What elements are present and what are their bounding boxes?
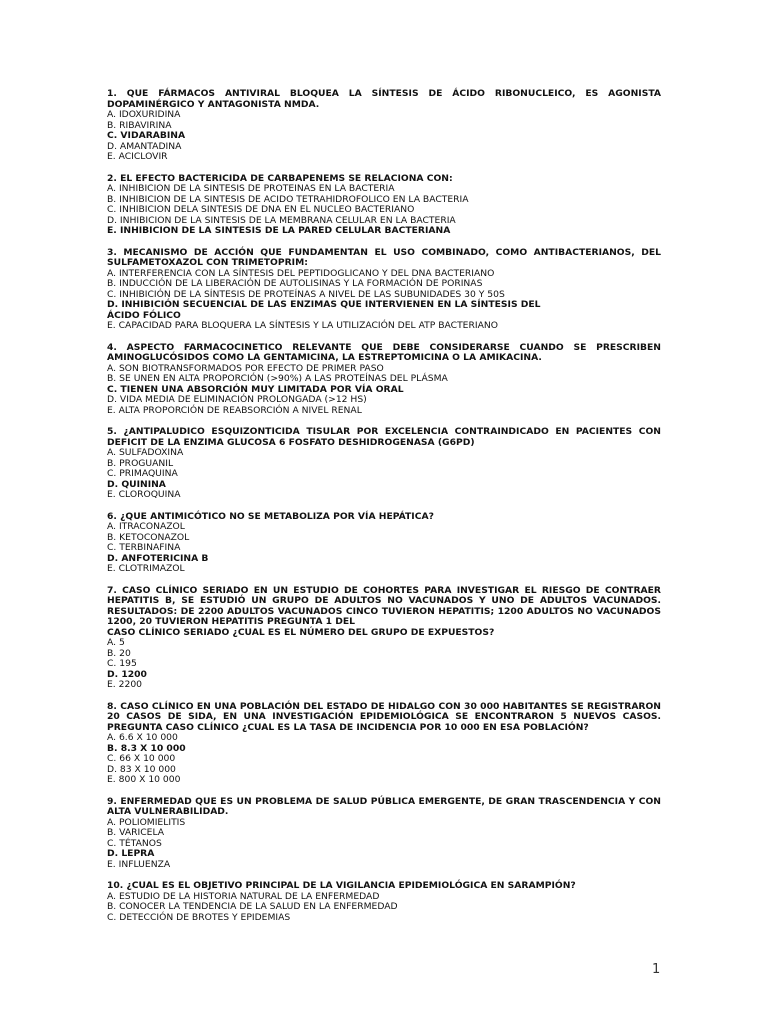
question-block [107, 248, 661, 332]
question-text: 5. ¿ANTIPALUDICO ESQUIZONTICIDA TISULAR POR EXCELENCIA CONTRAINDICADO EN PACIENTES CON DEFICIT DE LA ENZIMA GLUCOSA 6 FOSFATO DESHIDROGENASA (G6PD) [107, 426, 661, 448]
answer-option: B. RIBAVIRINA [107, 119, 172, 131]
answer-option: E. ALTA PROPORCIÓN DE REABSORCIÓN A NIVEL RENAL [107, 404, 362, 416]
question-text: 3. MECANISMO DE ACCIÓN QUE FUNDAMENTAN EL USO COMBINADO, COMO ANTIBACTERIANOS, DEL SULFAMETOXAZOL CON TRIMETOPRIM: [107, 246, 661, 268]
answer-option: E. CAPACIDAD PARA BLOQUERA LA SÍNTESIS Y LA UTILIZACIÓN DEL ATP BACTERIANO [107, 320, 498, 331]
question-block [107, 586, 661, 691]
option-list [107, 110, 661, 163]
question-block [107, 881, 661, 923]
question-block [107, 797, 661, 871]
answer-option: B. KETOCONAZOL [107, 531, 190, 543]
answer-option: A. ESTUDIO DE LA HISTORIA NATURAL DE LA ENFERMEDAD [107, 890, 380, 902]
answer-option: A. IDOXURIDINA [107, 109, 181, 120]
question-text: 6. ¿QUE ANTIMICÓTICO NO SE METABOLIZA POR VÍA HEPÁTICA? [107, 510, 434, 522]
answer-option: A. SON BIOTRANSFORMADOS POR EFECTO DE PRIMER PASO [107, 362, 384, 374]
question-text: 9. ENFERMEDAD QUE ES UN PROBLEMA DE SALUD PÚBLICA EMERGENTE, DE GRAN TRASCENDENCIA Y CON ALTA VULNERABILIDAD. [107, 795, 661, 817]
answer-option: B. INDUCCIÓN DE LA LIBERACIÓN DE AUTOLISINAS Y LA FORMACIÓN DE PORINAS [107, 278, 483, 289]
option-list [107, 638, 661, 691]
option-list [107, 269, 661, 332]
answer-option: A. SULFADOXINA [107, 447, 184, 458]
question-text: 10. ¿CUAL ES EL OBJETIVO PRINCIPAL DE LA VIGILANCIA EPIDEMIOLÓGICA EN SARAMPIÓN? [107, 880, 576, 891]
question-block [107, 702, 661, 786]
answer-option-correct: D. 1200 [107, 668, 147, 680]
question-list [107, 89, 661, 934]
answer-option: C. TÉTANOS [107, 837, 162, 849]
answer-option: E. 800 X 10 000 [107, 774, 181, 785]
answer-option-correct: D. QUININA [107, 478, 166, 490]
question-text: 7. CASO CLÍNICO SERIADO EN UN ESTUDIO DE COHORTES PARA INVESTIGAR EL RIESGO DE CONTRAER HEPATITIS B, SE ESTUDIÓ UN GRUPO DE ADULTOS NO VACUNADOS Y UNO DE ADULTOS VACUNADOS. RESULTADOS: DE 2200 ADULTOS VACUNADOS CINCO TUVIERON HEPATITIS; 1200 ADULTOS NO VACUNADOS 1200, 20 TUVIERON HEPATITIS PREGUNTA 1 DEL CASO CLÍNICO SERIADO ¿CUAL ES EL NÚMERO DEL GRUPO DE EXPUESTOS? [107, 584, 661, 638]
question-block [107, 174, 661, 237]
answer-option: D. INHIBICION DE LA SINTESIS DE LA MEMBRANA CELULAR EN LA BACTERIA [107, 214, 456, 226]
answer-option: C. INHIBICION DELA SINTESIS DE DNA EN EL NUCLEO BACTERIANO [107, 204, 415, 215]
answer-option: D. 83 X 10 000 [107, 763, 176, 775]
answer-option-correct: D. LEPRA [107, 848, 155, 859]
answer-option: C. 195 [107, 658, 137, 669]
question-text: 4. ASPECTO FARMACOCINETICO RELEVANTE QUE DEBE CONSIDERARSE CUANDO SE PRESCRIBEN AMINOGLUCÓSIDOS COMO LA GENTAMICINA, LA ESTREPTOMICINA O LA AMIKACINA. [107, 341, 661, 363]
answer-option: B. 20 [107, 647, 131, 659]
answer-option-correct: D. ANFOTERICINA B [107, 552, 209, 564]
option-list [107, 364, 661, 417]
answer-option: C. 66 X 10 000 [107, 753, 176, 764]
option-list [107, 522, 661, 575]
question-text: 1. QUE FÁRMACOS ANTIVIRAL BLOQUEA LA SÍNTESIS DE ÁCIDO RIBONUCLEICO, ES AGONISTA DOPAMINÉRGICO Y ANTAGONISTA NMDA. [107, 88, 661, 110]
answer-option: C. INHIBICIÓN DE LA SÍNTESIS DE PROTEÍNAS A NIVEL DE LAS SUBUNIDADES 30 Y 50S [107, 288, 505, 300]
answer-option: A. INHIBICION DE LA SINTESIS DE PROTEINAS EN LA BACTERIA [107, 183, 395, 194]
question-text: 8. CASO CLÍNICO EN UNA POBLACIÓN DEL ESTADO DE HIDALGO CON 30 000 HABITANTES SE REGISTRARON 20 CASOS DE SIDA, EN UNA INVESTIGACIÓN EPIDEMIOLÓGICA SE ENCONTRARON 5 NUEVOS CASOS. PREGUNTA CASO CLÍNICO ¿CUAL ES LA TASA DE INCIDENCIA POR 10 000 EN ESA POBLACIÓN? [107, 700, 661, 733]
question-block [107, 427, 661, 501]
answer-option-correct: C. VIDARABINA [107, 130, 186, 141]
answer-option: D. VIDA MEDIA DE ELIMINACIÓN PROLONGADA (>12 HS) [107, 394, 367, 405]
answer-option: B. PROGUANIL [107, 457, 174, 469]
answer-option: C. DETECCIÓN DE BROTES Y EPIDEMIAS [107, 911, 291, 923]
question-block [107, 512, 661, 575]
answer-option: B. CONOCER LA TENDENCIA DE LA SALUD EN LA ENFERMEDAD [107, 901, 398, 912]
option-list [107, 818, 661, 871]
question-block [107, 89, 661, 163]
answer-option: A. INTERFERENCIA CON LA SÍNTESIS DEL PEPTIDOGLICANO Y DEL DNA BACTERIANO [107, 267, 495, 279]
answer-option: E. INFLUENZA [107, 858, 171, 870]
answer-option: C. PRIMAQUINA [107, 468, 178, 479]
answer-option: C. TERBINAFINA [107, 542, 181, 553]
answer-option-correct: B. 8.3 X 10 000 [107, 742, 186, 754]
option-list [107, 733, 661, 786]
answer-option: A. POLIOMIELITIS [107, 816, 186, 828]
answer-option: E. 2200 [107, 679, 143, 690]
answer-option: A. 6.6 X 10 000 [107, 732, 178, 743]
answer-option-correct: E. INHIBICION DE LA SINTESIS DE LA PARED CELULAR BACTERIANA [107, 225, 451, 236]
page-number: 1 [652, 962, 661, 977]
answer-option: B. VARICELA [107, 827, 165, 838]
answer-option: B. SE UNEN EN ALTA PROPORCIÓN (>90%) A LAS PROTEÍNAS DEL PLÁSMA [107, 373, 448, 384]
answer-option: E. CLOTRIMAZOL [107, 563, 185, 574]
option-list [107, 184, 661, 237]
answer-option: E. ACICLOVIR [107, 151, 168, 162]
option-list [107, 448, 661, 501]
answer-option: E. CLOROQUINA [107, 489, 181, 500]
answer-option: D. AMANTADINA [107, 140, 182, 152]
option-list [107, 892, 661, 924]
answer-option: A. 5 [107, 637, 125, 648]
question-block [107, 343, 661, 417]
answer-option-correct: D. INHIBICIÓN SECUENCIAL DE LAS ENZIMAS QUE INTERVIENEN EN LA SÍNTESIS DEL ÁCIDO FÓLICO [107, 299, 541, 321]
question-text: 2. EL EFECTO BACTERICIDA DE CARBAPENEMS SE RELACIONA CON: [107, 172, 453, 184]
answer-option: B. INHIBICION DE LA SINTESIS DE ACIDO TETRAHIDROFOLICO EN LA BACTERIA [107, 193, 469, 205]
answer-option: A. ITRACONAZOL [107, 521, 185, 532]
answer-option-correct: C. TIENEN UNA ABSORCIÓN MUY LIMITADA POR VÍA ORAL [107, 383, 404, 395]
